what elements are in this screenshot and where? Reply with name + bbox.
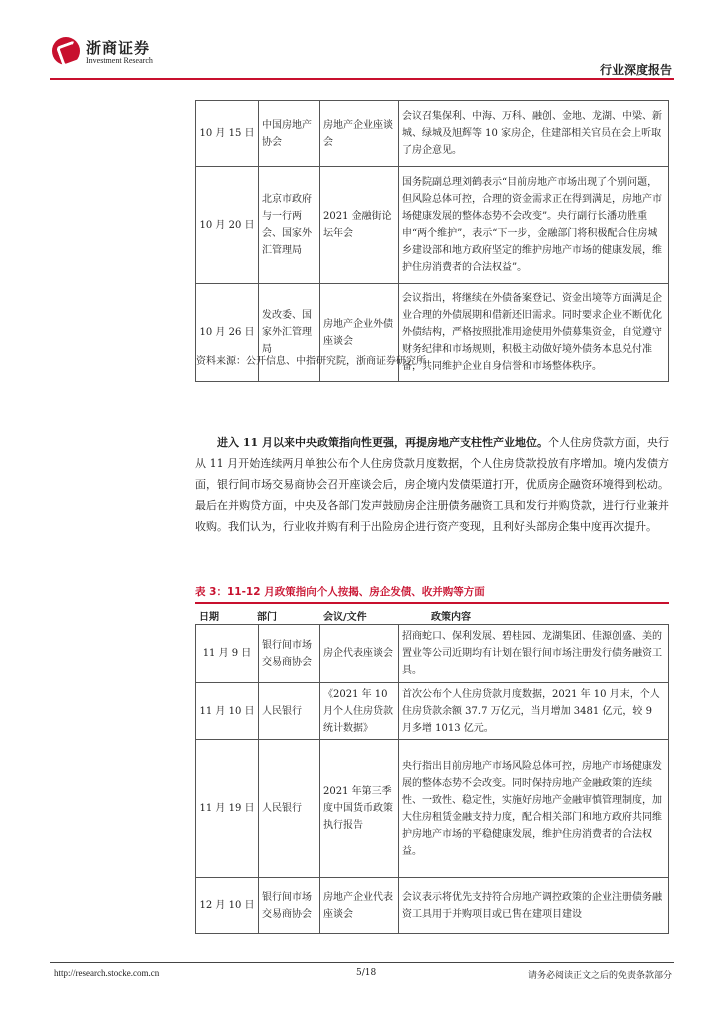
table-row [196, 878, 669, 934]
row-content: 国务院副总理刘鹤表示“目前房地产市场出现了个别问题，但风险总体可控，合理的资金需求正在得到满足，房地产市场健康发展的整体态势不会改变”。央行副行长潘功胜重申“两个维护”，表示“下一步，金融部门将积极配合住房城乡建设部和地方政府坚定的维护房地产市场的健康发展，维护住房消费者的合法权益”。 [399, 167, 669, 284]
table-title: 表 3：11-12 月政策指向个人按揭、房企发债、收并购等方面 [195, 586, 485, 598]
row-date: 10 月 20 日 [196, 167, 259, 284]
row-content: 会议召集保利、中海、万科、融创、金地、龙湖、中梁、新城、绿城及旭辉等 10 家房企，住建部相关官员在会上听取了房企意见。 [399, 101, 669, 167]
header-meeting: 会议/文件 [323, 612, 367, 623]
policy-table-continued [195, 100, 669, 382]
row-date: 11 月 10 日 [196, 683, 259, 740]
footer-disclaimer: 请务必阅读正文之后的免责条款部分 [527, 971, 672, 981]
table-row [196, 167, 669, 284]
row-date: 11 月 9 日 [196, 625, 259, 683]
row-meeting: 2021 金融街论坛年会 [320, 167, 399, 284]
page-number: 5/18 [356, 968, 377, 978]
table-row [196, 101, 669, 167]
row-date: 10 月 15 日 [196, 101, 259, 167]
table-row [196, 740, 669, 878]
row-meeting: 2021 年第三季度中国货币政策执行报告 [320, 740, 399, 878]
row-org: 北京市政府与一行两会、国家外汇管理局 [259, 167, 320, 284]
row-content: 央行指出目前房地产市场风险总体可控，房地产市场健康发展的整体态势不会改变。同时保持房地产金融政策的连续性、一致性、稳定性，实施好房地产金融审慎管理制度，加大住房租赁金融支持力度，配合相关部门和地方政府共同维护房地产市场的平稳健康发展，维护住房消费者的合法权益。 [399, 740, 669, 878]
row-meeting: 房企代表座谈会 [320, 625, 399, 683]
paragraph-body: 个人住房贷款方面，央行从 11 月开始连续两月单独公布个人住房贷款月度数据，个人住房贷款投放有序增加。境内发债方面，银行间市场交易商协会召开座谈会后，房企境内发债渠道打开，优质房企融资环境得到松动。最后在并购贷方面，中央及各部门发声鼓励房企注册债务融资工具和发行并购贷款，进行行业兼并收购。我们认为，行业收并购有利于出险房企进行资产变现，且利好头部房企集中度再次提升。 [195, 436, 670, 533]
row-org: 人民银行 [259, 740, 320, 878]
row-date: 10 月 26 日 [196, 284, 259, 382]
row-content: 首次公布个人住房贷款月度数据，2021 年 10 月末，个人住房贷款余额 37.7 万亿元，当月增加 3481 亿元，较 9 月多增 1013 亿元。 [399, 683, 669, 740]
row-meeting: 房地产企业座谈会 [320, 101, 399, 167]
footer-url[interactable]: http://research.stocke.com.cn [54, 968, 160, 978]
row-content: 会议指出，将继续在外债备案登记、资金出境等方面满足企业合理的外债展期和借新还旧需求。同时要求企业不断优化外债结构，严格按照批准用途使用外债募集资金，自觉遵守财务纪律和市场规则，积极主动做好境外债务本息兑付准备，共同维护企业自身信誉和市场整体秩序。 [399, 284, 669, 382]
row-meeting: 房地产企业代表座谈会 [320, 878, 399, 934]
row-org: 发改委、国家外汇管理局 [259, 284, 320, 382]
row-content: 会议表示将优先支持符合房地产调控政策的企业注册债务融资工具用于并购项目或已售在建项目建设 [399, 878, 669, 934]
page-header [0, 0, 724, 84]
table-row [196, 625, 669, 683]
row-org: 中国房地产协会 [259, 101, 320, 167]
row-org: 银行间市场交易商协会 [259, 625, 320, 683]
table-row [196, 683, 669, 740]
report-type-label: 行业深度报告 [599, 63, 672, 77]
row-content: 招商蛇口、保利发展、碧桂园、龙湖集团、佳源创盛、美的置业等公司近期均有计划在银行间市场注册发行债务融资工具。 [399, 625, 669, 683]
row-meeting: 《2021 年 10 月个人住房贷款统计数据》 [320, 683, 399, 740]
policy-table-3 [195, 624, 669, 934]
footer-divider [50, 962, 674, 963]
row-meeting: 房地产企业外债座谈会 [320, 284, 399, 382]
body-paragraph [195, 432, 669, 537]
company-logo [52, 37, 192, 69]
header-divider [50, 78, 674, 80]
table-header [195, 602, 669, 624]
header-content: 政策内容 [431, 612, 471, 623]
paragraph-lead: 进入 11 月以来中央政策指向性更强，再提房地产支柱性产业地位。 [217, 436, 548, 449]
row-org: 人民银行 [259, 683, 320, 740]
header-org: 部门 [257, 612, 277, 623]
header-date: 日期 [199, 612, 219, 623]
source-note: 资料来源：公开信息、中指研究院，浙商证券研究所 [196, 356, 426, 367]
logo-icon [52, 37, 80, 65]
logo-text-en: Investment Research [86, 56, 153, 65]
row-date: 11 月 19 日 [196, 740, 259, 878]
row-date: 12 月 10 日 [196, 878, 259, 934]
row-org: 银行间市场交易商协会 [259, 878, 320, 934]
logo-text-cn: 浙商证券 [86, 39, 151, 57]
